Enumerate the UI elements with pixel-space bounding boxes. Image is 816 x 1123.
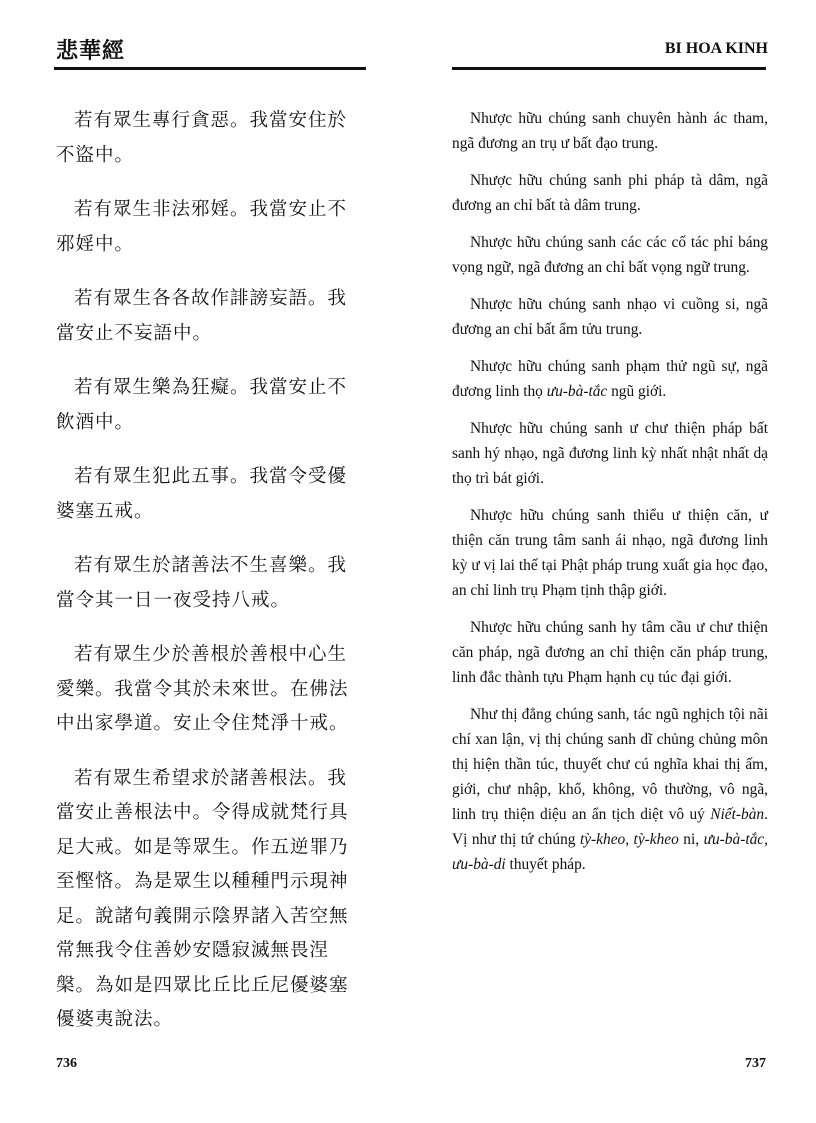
text-run: ngũ giới. — [607, 383, 667, 400]
chinese-paragraph: 若有眾生犯此五事。我當令受優婆塞五戒。 — [56, 466, 348, 522]
vietnamese-paragraph — [452, 168, 768, 218]
chinese-paragraph: 若有眾生非法邪婬。我當安止不邪婬中。 — [56, 199, 348, 255]
chinese-paragraph: 若有眾生於諸善法不生喜樂。我當令其一日一夜受持八戒。 — [56, 555, 348, 611]
text-run: Nhược hữu chúng sanh chuyên hành ác tham, ngã đương an trụ ư bất đạo trung. — [452, 110, 768, 152]
text-run: , — [625, 831, 634, 848]
page-header-title: BI HOA KINH — [664, 40, 768, 57]
vietnamese-paragraph — [452, 230, 768, 280]
chinese-paragraph: 若有眾生少於善根於善根中心生愛樂。我當令其於未來世。在佛法中出家學道。安止令住梵淨十戒。 — [56, 644, 349, 734]
vietnamese-paragraph — [452, 354, 768, 404]
vietnamese-paragraph — [452, 106, 768, 156]
chinese-text-body — [56, 104, 366, 1058]
chinese-paragraph: 若有眾生專行貪惡。我當安住於不盜中。 — [56, 110, 348, 166]
vietnamese-paragraph — [452, 416, 768, 491]
text-run: thuyết pháp. — [505, 856, 586, 873]
italic-term: ưu-bà-tắc — [703, 831, 765, 848]
vietnamese-paragraph — [452, 292, 768, 342]
text-run: Như thị đẳng chúng sanh, tác ngũ nghịch tội nãi chí xan lận, vị thị chúng sanh dĩ chủng chủng môn thị hiện thần túc, thuyết chư cú nghĩa khai thị ấm, giới, chư nhập, khổ, không, vô thường, vô ngã, linh trụ thiện diệu an ẩn tịch diệt vô uý — [452, 706, 768, 823]
italic-term: ưu-bà-tắc — [546, 383, 608, 400]
chinese-paragraph: 若有眾生樂為狂癡。我當安止不飲酒中。 — [56, 377, 348, 433]
italic-term: tỳ-kheo — [579, 831, 626, 848]
text-run: Nhược hữu chúng sanh hy tâm cầu ư chư thiện căn pháp, ngã đương an chỉ thiện căn pháp trung, linh đắc thành tựu Phạm hạnh cụ túc đại giới. — [452, 619, 768, 686]
chinese-paragraph: 若有眾生各各故作誹謗妄語。我當安止不妄語中。 — [56, 288, 348, 344]
text-run: , — [764, 831, 768, 848]
text-run: Nhược hữu chúng sanh nhạo vi cuồng si, ngã đương an chỉ bất ẩm tửu trung. — [452, 296, 768, 338]
text-run: . Vị như thị tứ chúng — [452, 806, 768, 848]
italic-term: ưu-bà-di — [452, 856, 506, 873]
vietnamese-paragraph — [452, 615, 768, 690]
text-run: Nhược hữu chúng sanh phạm thử ngũ sự, ngã đương linh thọ — [452, 358, 768, 400]
text-run: Nhược hữu chúng sanh thiểu ư thiện căn, ư thiện căn trung tâm sanh ái nhạo, ngã đương linh kỳ ư vị lai thế tại Phật pháp trung xuất gia học đạo, an chỉ linh trụ Phạm tịnh thập giới. — [452, 507, 768, 599]
vietnamese-text-body — [452, 106, 768, 889]
vietnamese-paragraph — [452, 503, 768, 603]
page-header-title: 悲華經 — [56, 38, 126, 64]
right-page — [408, 0, 816, 1123]
page-number: 737 — [745, 1056, 766, 1071]
text-run: Nhược hữu chúng sanh phi pháp tà dâm, ngã đương an chỉ bất tà dâm trung. — [452, 172, 768, 214]
chinese-paragraph: 若有眾生希望求於諸善根法。我當安止善根法中。令得成就梵行具足大戒。如是等眾生。作五逆罪乃至慳悋。為是眾生以種種門示現神足。說諸句義開示陰界諸入苦空無常無我令住善妙安隱寂滅無畏涅槃。為如是四眾比丘比丘尼優婆塞優婆夷說法。 — [56, 767, 349, 1030]
header-rule — [54, 67, 366, 70]
italic-term: tỳ-kheo — [633, 831, 679, 848]
text-run: Nhược hữu chúng sanh các các cố tác phỉ báng vọng ngữ, ngã đương an chỉ bất vọng ngữ trung. — [452, 234, 768, 276]
italic-term: Niết-bàn — [710, 806, 765, 823]
header-rule — [452, 67, 766, 70]
text-run: Nhược hữu chúng sanh ư chư thiện pháp bất sanh hý nhạo, ngã đương linh kỳ nhất nhật nhất dạ thọ trì bát giới. — [452, 420, 768, 487]
text-run: ni, — [678, 831, 704, 848]
vietnamese-paragraph — [452, 702, 768, 877]
page-number: 736 — [56, 1056, 77, 1071]
